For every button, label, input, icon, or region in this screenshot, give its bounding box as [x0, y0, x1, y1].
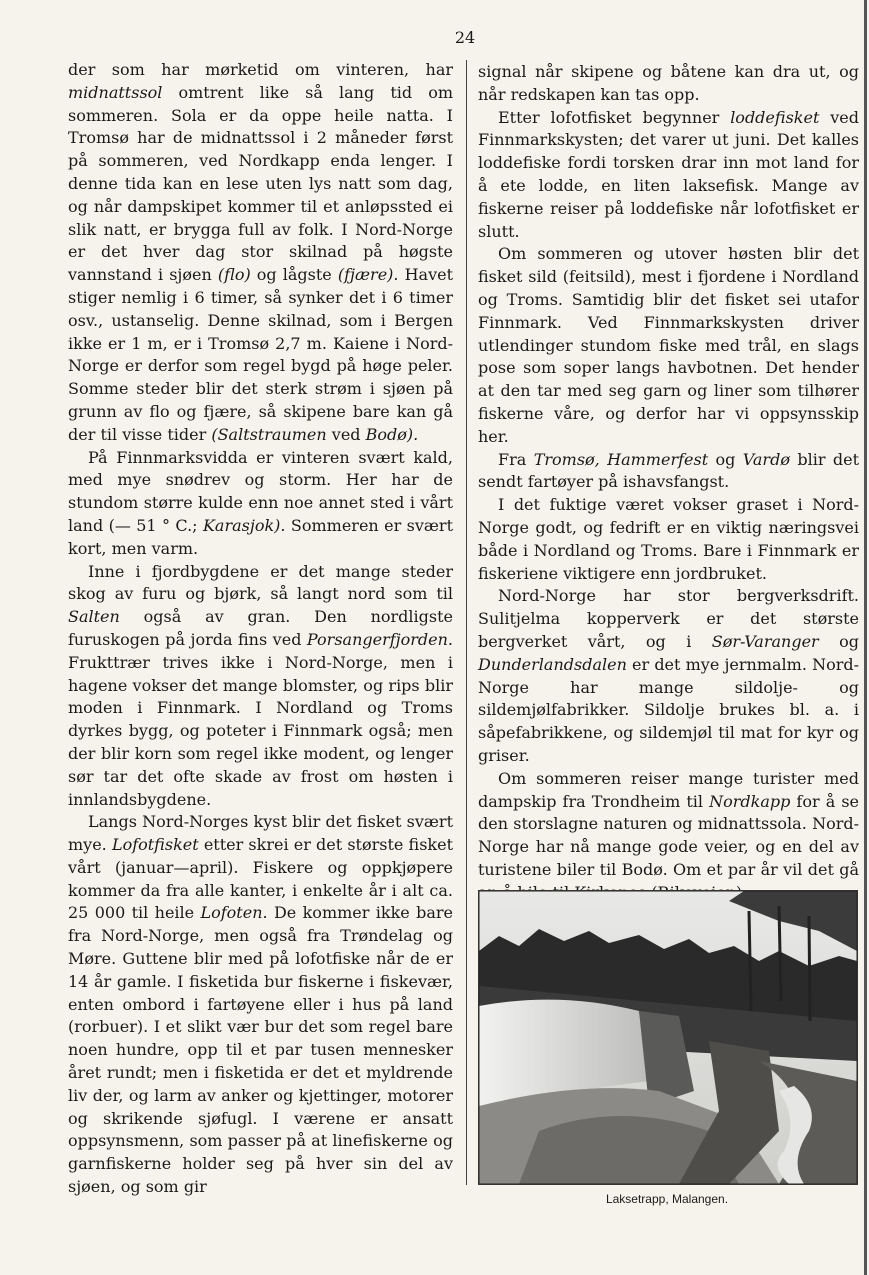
text-run: blir det sendt fartøyer på ishavsfangst.	[478, 449, 860, 492]
emphasis-text: loddefisket	[730, 107, 820, 127]
column-divider	[466, 60, 467, 1185]
text-run: og	[818, 631, 859, 651]
text-run: og lågste	[250, 265, 338, 285]
text-run: ved Finnmarkskysten; det varer ut juni. Det kalles loddefiske fordi torsken drar inn mot land for å ete lodde, en liten laksefisk. Mange av fiskerne reiser på loddefiske når lofotfisket er slutt.	[478, 107, 859, 241]
paragraph	[478, 768, 859, 905]
text-run: I det fuktige været vokser graset i Nord-Norge godt, og fedrift er en viktig næringsvei både i Nordland og Troms. Bare i Finnmark er fiskeriene viktigere enn jordbruket.	[478, 495, 859, 583]
emphasis-text: Porsangerfjorden.	[306, 629, 453, 649]
text-run: Om sommeren reiser mange turister med dampskip fra Trondheim til	[478, 768, 859, 811]
text-run: Fra	[498, 449, 534, 469]
paragraph	[478, 585, 859, 767]
emphasis-text: Lofoten.	[200, 903, 268, 923]
emphasis-text: Vardø	[742, 449, 790, 469]
paragraph	[68, 447, 453, 561]
text-run: Om sommeren og utover høsten blir det fisket sild (feitsild), mest i fjordene i Nordland og Troms. Samtidig blir det fisket sei utafor Finnmark. Ved Finnmarkskysten driver utlendinger stundom fiske med trål, en slags pose som soper langs havbotnen. Det hender at den tar med seg garn og liner som tilhører fiskerne våre, og derfor har vi oppsynsskip her.	[478, 244, 859, 446]
emphasis-text: Bodø).	[365, 424, 419, 444]
text-run: Havet stiger nemlig i 6 timer, så synker det i 6 timer osv., ustanselig. Denne skilnad, som i Bergen ikke er 1 m, er i Tromsø 2,7 m. Kaiene i Nord-Norge er derfor som regel bygd på høge peler. Somme steder blir det sterk strøm i sjøen på grunn av flo og fjære, så skipene bare kan gå der til visse tider	[68, 265, 454, 444]
text-run: og	[708, 449, 743, 469]
waterfall-illustration	[479, 891, 857, 1184]
text-run: også av gran. Den nordligste furuskogen på jorda fins ved	[68, 607, 453, 649]
emphasis-text: (flo)	[217, 265, 251, 285]
text-run: Frukttrær trives ikke i Nord-Norge, men i hagene vokser det mange blomster, og rips blir moden i Finnmark. I Nordland og Troms dyrkes bygg, og poteter i Finnmark også; men der blir korn som regel ikke modent, og lenger sør tar det ofte skade av frost om høsten i innlandsbygdene.	[68, 652, 453, 809]
text-run: Langs Nord-Norges kyst blir det fisket svært mye.	[68, 812, 453, 855]
emphasis-text: Tromsø, Hammerfest	[533, 449, 709, 469]
left-column	[68, 59, 453, 1199]
figure-caption: Laksetrapp, Malangen.	[605, 1192, 729, 1206]
right-column	[478, 61, 859, 927]
paragraph	[478, 449, 859, 495]
text-run: På Finnmarksvidda er vinteren svært kald, med mye snødrev og storm. Her har de stundom større kulde enn noe annet sted i vårt land (— 51 ° C.;	[68, 447, 453, 535]
emphasis-text: (fjære).	[337, 265, 399, 285]
figure-photo	[478, 890, 858, 1185]
page-edge	[864, 0, 867, 1275]
emphasis-text: midnattssol	[68, 82, 163, 102]
emphasis-text: Nordkapp	[709, 791, 791, 811]
text-run: signal når skipene og båtene kan dra ut, og når redskapen kan tas opp.	[478, 62, 859, 104]
paragraph	[68, 59, 453, 447]
text-run: Nord-Norge har stor bergverksdrift. Sulitjelma kopperverk er det største bergverket vårt, og i	[478, 586, 859, 651]
paragraph	[478, 107, 859, 244]
paragraph	[478, 494, 859, 585]
paragraph	[478, 243, 859, 448]
text-run: Sommeren er svært kort, men varm.	[68, 515, 453, 558]
text-run: er det mye jernmalm. Nord-Norge har mange sildolje- og sildemjølfabrikker. Sildolje brukes bl. a. i såpefabrikkene, og sildemjøl til mat for kyr og griser.	[478, 654, 859, 765]
text-run: for å se den storslagne naturen og midnattssola. Nord-Norge har nå mange gode veier, og en del av turistene biler til Bodø. Om et par år vil det gå	[478, 791, 860, 879]
text-run: Inne i fjordbygdene er det mange steder skog av furu og bjørk, så langt nord som til	[68, 561, 453, 604]
text-run: etter skrei er det største fisket vårt (januar—april). Fiskere og oppkjøpere kommer da fra alle kanter, i enkelte år i alt ca. 25 000 til heile	[68, 835, 453, 923]
page-number: 24	[454, 28, 476, 47]
emphasis-text: (Saltstraumen	[211, 424, 327, 444]
paragraph	[478, 61, 859, 107]
emphasis-text: Salten	[68, 607, 120, 627]
emphasis-text: Sør-Varanger	[711, 631, 819, 651]
text-run: Etter lofotfisket begynner	[498, 107, 731, 127]
text-run: ved	[326, 424, 366, 444]
emphasis-text: Lofotfisket	[111, 835, 199, 855]
paragraph	[68, 811, 453, 1199]
text-run: De kommer ikke bare fra Nord-Norge, men også fra Trøndelag og Møre. Guttene blir med på lofotfiske når de er 14 år gamle. I fisketida bur fiskerne i fiskevær, enten ombord i fartøyene eller i hus på land (rorbuer). I et slikt vær bur det som regel bare noen hundre, opp til et par tusen mennesker året rundt; men i fisketida er det et myldrende liv der, og larm av anker og kjettinger, motorer og skrikende sjøfugl. I værene er ansatt oppsynsmenn, som passer på at linefiskerne og garnfiskerne holder seg på hver sin del av sjøen, og som gir	[68, 903, 453, 1197]
text-run: omtrent like så lang tid om sommeren. Sola er da oppe heile natta. I Tromsø har de midnattssol i 2 måneder først på sommeren, ved Nordkapp enda lenger. I denne tida kan en lese uten lys natt som dag, og når dampskipet kommer til et anløpssted ei slik natt, er brygga full av folk. I Nord-Norge er det hver dag stor skilnad på høgste vannstand i sjøen	[68, 82, 453, 285]
emphasis-text: Dunderlandsdalen	[478, 654, 627, 674]
paragraph	[68, 561, 453, 812]
emphasis-text: Karasjok).	[202, 515, 286, 535]
text-run: der som har mørketid om vinteren, har	[68, 60, 453, 79]
